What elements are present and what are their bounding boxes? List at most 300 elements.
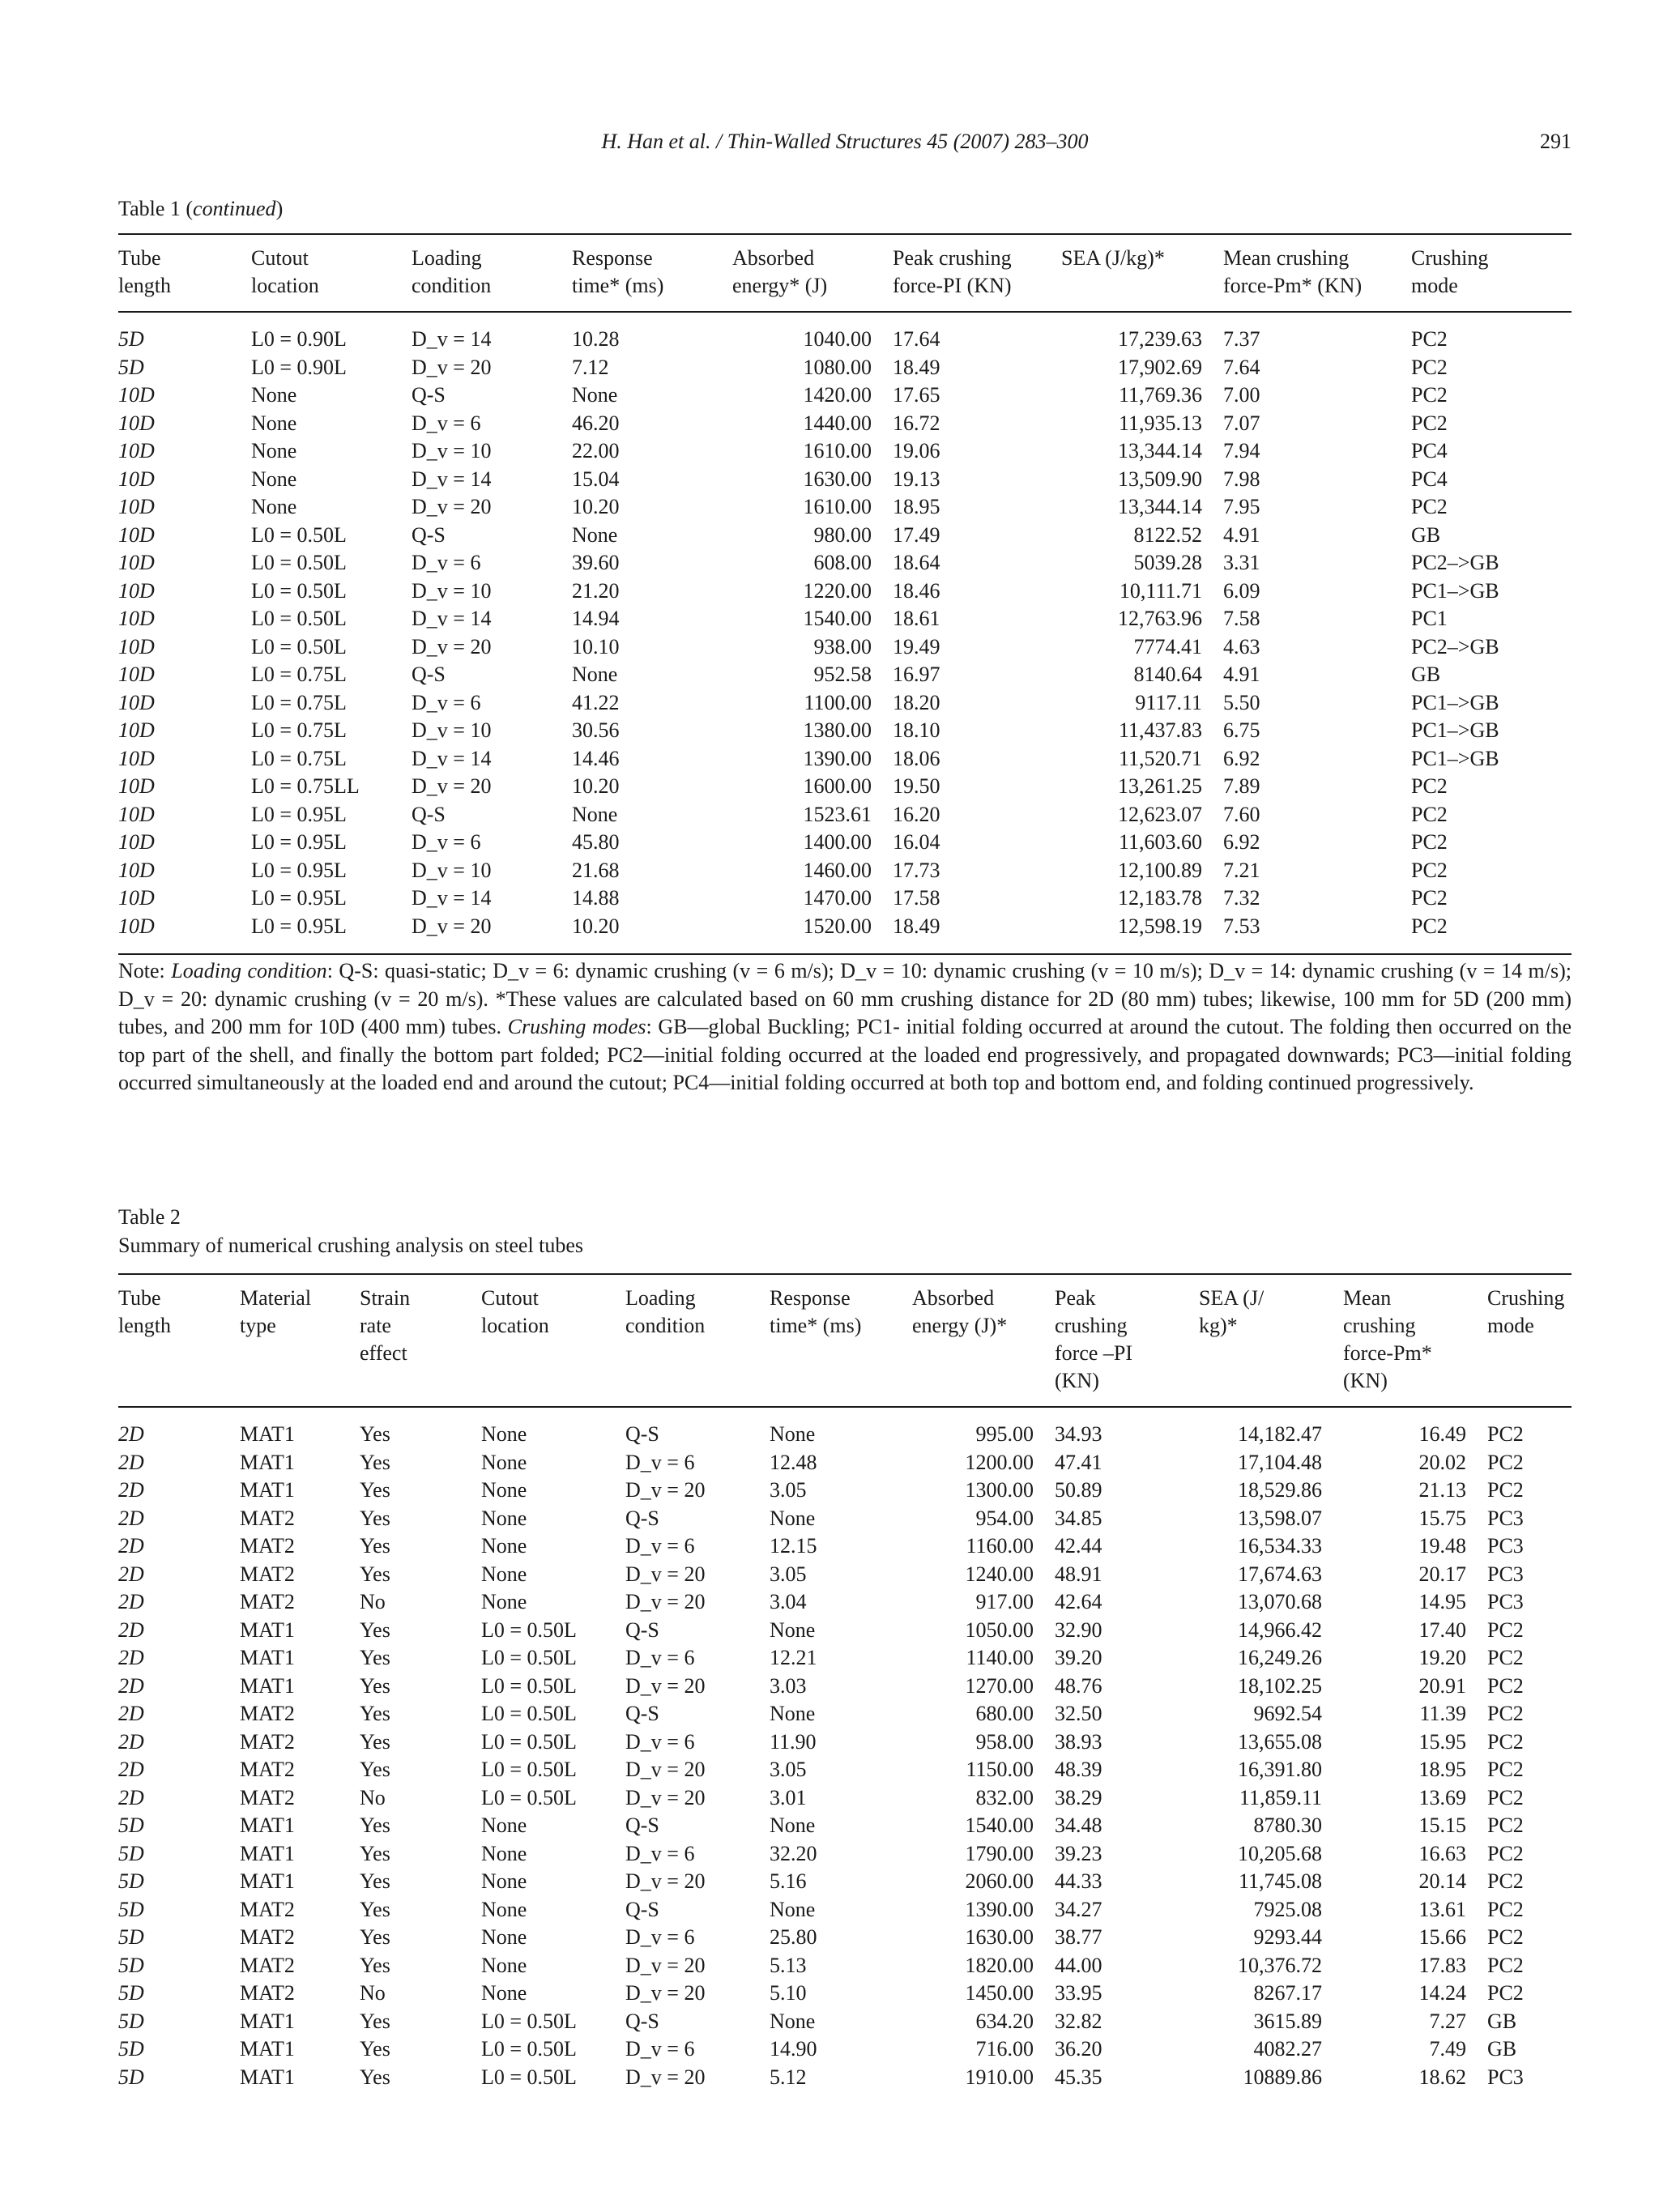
- table-cell: 18.20: [893, 690, 940, 714]
- table-cell: GB: [1487, 2009, 1517, 2033]
- table-row: [118, 633, 1572, 662]
- table-cell: 917.00: [975, 1590, 1034, 1613]
- table-cell: Q-S: [412, 383, 446, 407]
- table-cell: None: [481, 1450, 527, 1474]
- table-cell: None: [481, 1813, 527, 1837]
- table-row: [118, 1868, 1572, 1896]
- table-cell: 44.33: [1055, 1869, 1102, 1893]
- table-cell: None: [770, 1813, 816, 1837]
- table-cell: 7.95: [1223, 495, 1260, 518]
- table-cell: PC2: [1487, 1729, 1524, 1754]
- table-cell: PC2: [1487, 1646, 1524, 1669]
- table-row: [118, 312, 1572, 354]
- table-cell: 680.00: [975, 1702, 1034, 1725]
- table-cell: 1200.00: [965, 1450, 1034, 1474]
- table-cell: 18.95: [1418, 1758, 1466, 1781]
- table2-body: [118, 1407, 1572, 2104]
- table2-header-line: force –PI: [1055, 1341, 1133, 1365]
- table-cell: None: [572, 383, 618, 407]
- table-cell: 3.01: [770, 1785, 807, 1809]
- table-cell: 832.00: [975, 1785, 1034, 1809]
- table-cell: 41.22: [572, 690, 620, 714]
- table-cell: 10D: [118, 578, 155, 603]
- table-cell: PC1–>GB: [1411, 718, 1499, 742]
- table2-header-line: Tube: [118, 1286, 161, 1310]
- table-cell: None: [770, 2009, 816, 2033]
- table-row: [118, 1840, 1572, 1869]
- table-cell: PC3: [1487, 1562, 1524, 1586]
- table-cell: 16.97: [893, 663, 940, 686]
- table-cell: None: [481, 1478, 527, 1502]
- table-cell: Yes: [360, 1506, 390, 1530]
- table-cell: PC2: [1411, 774, 1448, 798]
- table-cell: 5D: [118, 2065, 144, 2089]
- table-cell: 15.66: [1418, 1925, 1466, 1949]
- table-row: [118, 1617, 1572, 1645]
- table-cell: 10D: [118, 690, 155, 714]
- table2-header-line: type: [240, 1314, 276, 1337]
- table-cell: 3.03: [770, 1673, 807, 1698]
- table-cell: PC2: [1411, 495, 1448, 518]
- table-cell: None: [481, 1534, 527, 1558]
- table-cell: PC2: [1487, 1450, 1524, 1474]
- table-cell: MAT1: [240, 2009, 295, 2033]
- table-cell: GB: [1487, 2037, 1517, 2061]
- table-cell: 5.13: [770, 1953, 807, 1977]
- table-cell: D_v = 20: [412, 774, 492, 798]
- table-cell: 13,598.07: [1238, 1506, 1322, 1530]
- table2-header-row: [118, 1274, 1572, 1407]
- table-cell: Yes: [360, 1673, 390, 1698]
- table-cell: 17,674.63: [1238, 1562, 1322, 1586]
- table-cell: L0 = 0.50L: [481, 2009, 577, 2033]
- table-cell: PC2–>GB: [1411, 551, 1499, 574]
- table-cell: 980.00: [813, 522, 872, 547]
- table-row: [118, 1644, 1572, 1673]
- table1-header-line: energy* (J): [732, 274, 828, 297]
- table-cell: 952.58: [813, 663, 872, 686]
- table-cell: 12.48: [770, 1450, 817, 1474]
- table-cell: 716.00: [975, 2037, 1034, 2061]
- table-cell: 14.88: [572, 886, 620, 910]
- table-cell: Yes: [360, 1562, 390, 1586]
- table-cell: 2D: [118, 1729, 144, 1754]
- table2-header-line: Loading: [625, 1286, 696, 1310]
- table-row: [118, 745, 1572, 774]
- table-cell: 13,344.14: [1118, 439, 1202, 462]
- table-cell: 995.00: [975, 1422, 1034, 1446]
- table-cell: 48.39: [1055, 1758, 1102, 1781]
- table-cell: None: [481, 1953, 527, 1977]
- table-cell: PC2: [1487, 1785, 1524, 1809]
- table-cell: 4082.27: [1253, 2037, 1322, 2061]
- table-cell: 8122.52: [1133, 522, 1202, 547]
- table-cell: 14,182.47: [1238, 1422, 1322, 1446]
- table2-header-line: Strain: [360, 1286, 411, 1310]
- table-cell: L0 = 0.75L: [251, 718, 347, 742]
- table-cell: L0 = 0.50L: [481, 1758, 577, 1781]
- table-cell: D_v = 20: [412, 355, 492, 379]
- table-cell: 17,104.48: [1238, 1450, 1322, 1474]
- table-cell: PC1–>GB: [1411, 690, 1499, 714]
- table-cell: 16.63: [1418, 1841, 1466, 1865]
- table-cell: 50.89: [1055, 1478, 1102, 1502]
- table-cell: L0 = 0.95L: [251, 886, 347, 910]
- table-cell: No: [360, 1590, 386, 1613]
- table-cell: 18.95: [893, 495, 940, 518]
- table-cell: 19.48: [1418, 1534, 1466, 1558]
- table1-header-line: Absorbed: [732, 246, 815, 270]
- table-cell: MAT1: [240, 1673, 295, 1698]
- table-cell: PC2: [1487, 1702, 1524, 1725]
- table-cell: 10,111.71: [1119, 578, 1202, 603]
- table-cell: None: [251, 495, 297, 518]
- table-cell: 5.16: [770, 1869, 807, 1893]
- table-row: [118, 661, 1572, 689]
- table-cell: 958.00: [975, 1729, 1034, 1754]
- table-cell: 6.92: [1223, 830, 1260, 854]
- table-cell: 11,603.60: [1118, 830, 1202, 854]
- table-row: [118, 1561, 1572, 1589]
- table-cell: 1630.00: [803, 467, 872, 491]
- table-row: [118, 549, 1572, 578]
- table-cell: 48.91: [1055, 1562, 1102, 1586]
- table2-header-line: effect: [360, 1341, 407, 1365]
- table-cell: 1523.61: [803, 802, 872, 826]
- table-cell: D_v = 20: [625, 1478, 706, 1502]
- table1-header-line: force-PI (KN): [893, 274, 1012, 297]
- table-cell: 10D: [118, 522, 155, 547]
- table-cell: 10D: [118, 830, 155, 854]
- table2-header-9: [1343, 1274, 1487, 1407]
- table-row: [118, 1924, 1572, 1952]
- table-cell: L0 = 0.90L: [251, 355, 347, 379]
- table-cell: 7.53: [1223, 914, 1260, 938]
- table-cell: 1610.00: [803, 495, 872, 518]
- table-cell: Yes: [360, 1729, 390, 1754]
- table1: [118, 233, 1572, 955]
- table-cell: Yes: [360, 1869, 390, 1893]
- table-cell: L0 = 0.90L: [251, 327, 347, 351]
- table-cell: 1040.00: [803, 327, 872, 351]
- table2-label: Table 2: [118, 1205, 181, 1229]
- table-row: [118, 1700, 1572, 1728]
- table2-header-line: Peak: [1055, 1286, 1096, 1310]
- table-cell: MAT2: [240, 1506, 295, 1530]
- table-cell: Q-S: [625, 1617, 659, 1642]
- table-cell: 32.82: [1055, 2009, 1102, 2033]
- table-cell: D_v = 6: [625, 1450, 695, 1474]
- table-cell: PC2: [1411, 830, 1448, 854]
- table-cell: 10.20: [572, 495, 620, 518]
- table-row: [118, 522, 1572, 550]
- table-cell: 2D: [118, 1562, 144, 1586]
- table-cell: 48.76: [1055, 1673, 1102, 1698]
- table-cell: 33.95: [1055, 1981, 1102, 2005]
- table-row: [118, 437, 1572, 466]
- table-row: [118, 1673, 1572, 1701]
- table-cell: 9692.54: [1253, 1702, 1322, 1725]
- table-cell: PC2: [1487, 1953, 1524, 1977]
- table1-header-line: SEA (J/kg)*: [1061, 246, 1165, 270]
- table-cell: Q-S: [625, 1702, 659, 1725]
- table2-header-line: time* (ms): [770, 1314, 862, 1337]
- table1-note: Note: Loading condition: Q-S: quasi-static; D_v = 6: dynamic crushing (v = 6 m/s); D_v = 10: dynamic crushing (v = 10 m/s); D_v = 14: dynamic crushing (v = 14 m/s); D_v = 20: dynamic crushing (v = 20 m/s). *These values are calculated based on 60 mm crushing distance for 2D (80 mm) tubes; likewise, 100 mm for 5D (200 mm) tubes, and 200 mm for 10D (400 mm) tubes. Crushing modes: GB—global Buckling; PC1- initial folding occurred at around the cutout. The folding then occurred on the top part of the shell, and finally the bottom part folded; PC2—initial folding occurred at the loaded end progressively, and propagated downwards; PC3—initial folding occurred simultaneously at the loaded end and around the cutout; PC4—initial folding occurred at both top and bottom end, and folding continued progressively.: [118, 959, 1572, 1095]
- table-row: [118, 1588, 1572, 1617]
- table-cell: D_v = 10: [412, 858, 492, 882]
- table-cell: 1270.00: [965, 1673, 1034, 1698]
- table-cell: 18.46: [893, 578, 940, 603]
- table-cell: 12,598.19: [1118, 914, 1202, 938]
- table-cell: 5D: [118, 1981, 144, 2005]
- table1-header-line: condition: [412, 274, 492, 297]
- table-cell: None: [481, 1897, 527, 1921]
- table-cell: None: [481, 1869, 527, 1893]
- table-cell: 10.20: [572, 774, 620, 798]
- table2-header-line: length: [118, 1314, 171, 1337]
- table-row: [118, 1532, 1572, 1561]
- table-cell: 7.37: [1223, 327, 1260, 351]
- table-cell: MAT1: [240, 2037, 295, 2061]
- table-cell: 21.20: [572, 578, 620, 603]
- table-cell: MAT1: [240, 1869, 295, 1893]
- table-cell: 7.00: [1223, 383, 1260, 407]
- table-cell: None: [770, 1702, 816, 1725]
- table2-header-line: location: [481, 1314, 549, 1337]
- table-cell: L0 = 0.95L: [251, 830, 347, 854]
- table-cell: 38.77: [1055, 1925, 1102, 1949]
- table-cell: 2D: [118, 1673, 144, 1698]
- table-cell: 10D: [118, 634, 155, 658]
- table-cell: 18.61: [893, 607, 940, 630]
- table-cell: 1400.00: [803, 830, 872, 854]
- table-cell: None: [770, 1897, 816, 1921]
- table-cell: 6.75: [1223, 718, 1260, 742]
- table-cell: 16.20: [893, 802, 940, 826]
- table1-header-line: mode: [1411, 274, 1458, 297]
- table-cell: 1140.00: [966, 1646, 1034, 1669]
- table-cell: 11,859.11: [1239, 1785, 1322, 1809]
- table-cell: L0 = 0.50L: [481, 1617, 577, 1642]
- table-cell: 13.61: [1418, 1897, 1466, 1921]
- table-cell: D_v = 6: [412, 830, 481, 854]
- table-cell: L0 = 0.50L: [251, 522, 347, 547]
- table-cell: Yes: [360, 1450, 390, 1474]
- table-cell: PC2: [1411, 411, 1448, 435]
- table-cell: 12.15: [770, 1534, 817, 1558]
- table2-header-10: [1487, 1274, 1572, 1407]
- table2-header-line: crushing: [1343, 1314, 1416, 1337]
- table1-caption: Table 1 (continued): [118, 197, 284, 220]
- table-cell: PC2: [1411, 886, 1448, 910]
- table-cell: Yes: [360, 1953, 390, 1977]
- table-cell: 1460.00: [803, 858, 872, 882]
- table-cell: None: [572, 522, 618, 547]
- table-cell: 10.20: [572, 914, 620, 938]
- table-cell: 1520.00: [803, 914, 872, 938]
- table-cell: 19.13: [893, 467, 940, 491]
- table-cell: None: [481, 1590, 527, 1613]
- table-cell: None: [251, 383, 297, 407]
- table-cell: 1540.00: [965, 1813, 1034, 1837]
- table-cell: PC1–>GB: [1411, 746, 1499, 770]
- table-cell: PC2: [1487, 1813, 1524, 1837]
- table-cell: 1630.00: [965, 1925, 1034, 1949]
- table2-header-line: energy (J)*: [912, 1314, 1008, 1337]
- table-cell: 44.00: [1055, 1953, 1102, 1977]
- table-cell: 634.20: [975, 2009, 1034, 2033]
- table-row: [118, 1728, 1572, 1757]
- table2-header-line: Cutout: [481, 1286, 539, 1310]
- table-cell: 20.91: [1418, 1673, 1466, 1698]
- table-cell: 14.94: [572, 607, 620, 630]
- table-cell: Yes: [360, 1897, 390, 1921]
- table-cell: 1820.00: [965, 1953, 1034, 1977]
- table-cell: D_v = 6: [625, 1729, 695, 1754]
- table-cell: 34.27: [1055, 1897, 1102, 1921]
- table1-header-6: [1061, 234, 1223, 312]
- table-cell: 38.93: [1055, 1729, 1102, 1754]
- table-cell: Yes: [360, 1617, 390, 1642]
- table-cell: 10D: [118, 439, 155, 462]
- table-cell: 3.31: [1223, 551, 1260, 574]
- table-cell: 42.64: [1055, 1590, 1102, 1613]
- table-cell: 7.07: [1223, 411, 1260, 435]
- running-head: [118, 130, 1572, 154]
- table-cell: D_v = 20: [625, 1758, 706, 1781]
- table-cell: 10D: [118, 551, 155, 574]
- table-cell: 11,769.36: [1118, 383, 1202, 407]
- table-cell: 2D: [118, 1590, 144, 1613]
- table-cell: 6.92: [1223, 746, 1260, 770]
- table-row: [118, 381, 1572, 410]
- table-row: [118, 884, 1572, 913]
- table-cell: 8780.30: [1253, 1813, 1322, 1837]
- table-row: [118, 1407, 1572, 1449]
- table-cell: 8267.17: [1253, 1981, 1322, 2005]
- table-cell: MAT1: [240, 1646, 295, 1669]
- table-cell: Q-S: [412, 522, 446, 547]
- table2-header-5: [770, 1274, 912, 1407]
- table-cell: MAT2: [240, 1702, 295, 1725]
- table-cell: 16,534.33: [1238, 1534, 1322, 1558]
- table-cell: Yes: [360, 2037, 390, 2061]
- table-cell: PC1–>GB: [1411, 578, 1499, 603]
- table1-header-line: Response: [572, 246, 653, 270]
- table-cell: 15.04: [572, 467, 620, 491]
- table-cell: Yes: [360, 1646, 390, 1669]
- table-cell: PC2: [1487, 1897, 1524, 1921]
- table-cell: 7.27: [1429, 2009, 1466, 2033]
- table-cell: D_v = 10: [412, 439, 492, 462]
- table2-header-1: [240, 1274, 360, 1407]
- table-cell: 2D: [118, 1506, 144, 1530]
- table-cell: 2D: [118, 1646, 144, 1669]
- table-cell: 7.21: [1223, 858, 1260, 882]
- table-row: [118, 354, 1572, 382]
- table-cell: 18.49: [893, 914, 940, 938]
- table-cell: 45.35: [1055, 2065, 1102, 2089]
- table-cell: 12,623.07: [1118, 802, 1202, 826]
- table1-header-1: [251, 234, 412, 312]
- table2-header-line: Response: [770, 1286, 851, 1310]
- table-cell: 14.46: [572, 746, 620, 770]
- table-cell: 1050.00: [965, 1617, 1034, 1642]
- table-cell: MAT2: [240, 1729, 295, 1754]
- table2-header-line: Crushing: [1487, 1286, 1565, 1310]
- table-cell: L0 = 0.75LL: [251, 774, 360, 798]
- table1-header-line: time* (ms): [572, 274, 664, 297]
- table2-header-line: Mean: [1343, 1286, 1392, 1310]
- table-cell: 6.09: [1223, 578, 1260, 603]
- table-row: [118, 1896, 1572, 1924]
- table-cell: L0 = 0.50L: [251, 578, 347, 603]
- table-cell: 10D: [118, 663, 155, 686]
- table-cell: D_v = 6: [625, 1925, 695, 1949]
- table-cell: 7774.41: [1133, 634, 1202, 658]
- table1-header-line: Cutout: [251, 246, 309, 270]
- table-cell: Q-S: [625, 1897, 659, 1921]
- table-row: [118, 1784, 1572, 1813]
- table-cell: 9293.44: [1253, 1925, 1322, 1949]
- table-cell: PC3: [1487, 1506, 1524, 1530]
- table1-header-row: [118, 234, 1572, 312]
- table-cell: PC2: [1411, 802, 1448, 826]
- table-cell: PC2: [1487, 1478, 1524, 1502]
- table2-header-line: rate: [360, 1314, 391, 1337]
- table-cell: D_v = 14: [412, 327, 492, 351]
- table-cell: 11,437.83: [1118, 718, 1202, 742]
- table-row: [118, 1449, 1572, 1477]
- table-cell: MAT1: [240, 1422, 295, 1446]
- table-cell: 21.68: [572, 858, 620, 882]
- table-cell: No: [360, 1981, 386, 2005]
- table-cell: D_v = 20: [625, 1785, 706, 1809]
- table-cell: 30.56: [572, 718, 620, 742]
- table-cell: MAT1: [240, 2065, 295, 2089]
- table-row: [118, 689, 1572, 718]
- table-cell: 19.49: [893, 634, 940, 658]
- table-cell: None: [481, 1422, 527, 1446]
- table2-header-2: [360, 1274, 481, 1407]
- table-cell: None: [770, 1506, 816, 1530]
- table-cell: D_v = 10: [412, 718, 492, 742]
- table-cell: PC3: [1487, 1534, 1524, 1558]
- table-cell: 7.64: [1223, 355, 1260, 379]
- table-cell: PC2–>GB: [1411, 634, 1499, 658]
- table-cell: 19.06: [893, 439, 940, 462]
- table-cell: PC2: [1487, 1925, 1524, 1949]
- table-cell: 7.12: [572, 355, 609, 379]
- table-cell: 39.20: [1055, 1646, 1102, 1669]
- table-row: [118, 1952, 1572, 1980]
- table-cell: 1450.00: [965, 1981, 1034, 2005]
- table-cell: 13,509.90: [1118, 467, 1202, 491]
- table-cell: D_v = 20: [625, 2065, 706, 2089]
- table-cell: None: [481, 1981, 527, 2005]
- table-cell: 10D: [118, 746, 155, 770]
- table-cell: D_v = 20: [412, 914, 492, 938]
- table-cell: 3.04: [770, 1590, 807, 1613]
- table-cell: 2D: [118, 1534, 144, 1558]
- table-cell: GB: [1411, 663, 1441, 686]
- table-cell: D_v = 20: [625, 1673, 706, 1698]
- table-cell: MAT2: [240, 1562, 295, 1586]
- table-cell: 38.29: [1055, 1785, 1102, 1809]
- table-cell: MAT2: [240, 1758, 295, 1781]
- table-cell: 2D: [118, 1702, 144, 1725]
- table-cell: 5D: [118, 355, 144, 379]
